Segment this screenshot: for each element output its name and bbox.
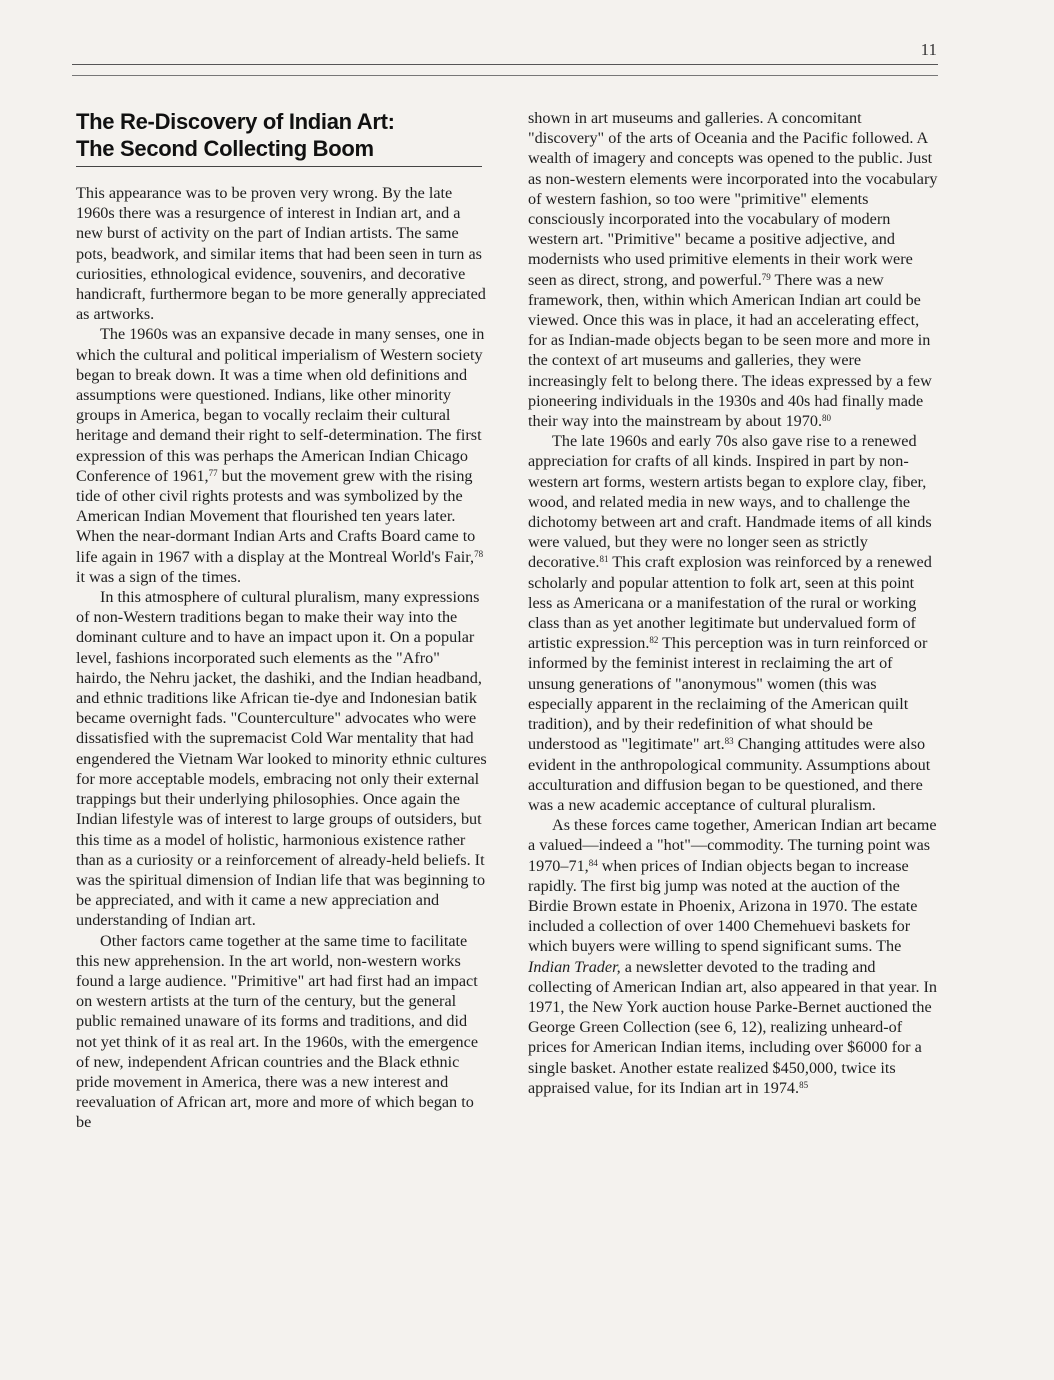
- footnote-ref: 84: [588, 857, 598, 868]
- paragraph: As these forces came together, American Indian art became a valued—indeed a "hot"—commodity. The turning point was 1970–71,84 when prices of Indian objects began to increase rapidly. The first big jump was noted at the auction of the Birdie Brown estate in Phoenix, Arizona in 1970. The estate included a collection of over 1400 Chemehuevi baskets for which buyers were willing to spend significant sums. The Indian Trader, a newsletter devoted to the trading and collecting of American Indian art, also appeared in that year. In 1971, the New York auction house Parke-Bernet auctioned the George Green Collection (see 6, 12), realizing unheard-of prices for American Indian items, including over $6000 for a single basket. Another estate realized $450,000, twice its appraised value, for its Indian art in 1974.85: [528, 816, 938, 1097]
- section-title: [76, 108, 482, 167]
- paragraph: shown in art museums and galleries. A concomitant "discovery" of the arts of Oceania and the Pacific followed. A wealth of imagery and concepts was opened to the public. Just as non-western elements were incorporated into the vocabulary of western fashion, so too were "primitive" elements consciously incorporated into the vocabulary of modern western art. "Primitive" became a positive adjective, and modernists who used primitive elements in their work were seen as direct, strong, and powerful.$^{79}$ There was a new framework, then, within which American Indian art could be viewed. Once this was in place, it had an accelerating effect, for as Indian-made objects began to be seen more and more in the context of art museums and galleries, they were increasingly felt to belong there. The ideas expressed by a few pioneering individuals in the 1930s and 40s had finally made their way into the mainstream by about 1970.80: [528, 109, 938, 431]
- paragraph: Other factors came together at the same time to facilitate this new apprehension. In the art world, non-western works found a large audience. "Primitive" art had first had an impact on western artists at the turn of the century, but the general public remained unaware of its forms and traditions, and did not yet think of it as real art. In the 1960s, with the emergence of new, independent African countries and the Black ethnic pride movement in America, there was a new interest and reevaluation of African art, more and more of which began to be: [76, 931, 479, 1132]
- footnote-ref: 83: [724, 736, 734, 747]
- page-number: 11: [920, 40, 937, 59]
- section-title-line-1: The Re-Discovery of Indian Art:: [76, 109, 395, 134]
- right-column: [528, 108, 940, 1098]
- footnote-ref: 78: [474, 548, 484, 559]
- paragraph: In this atmosphere of cultural pluralism, many expressions of non-Western traditions began to make their way into the dominant culture and to have an impact upon it. On a popular level, fashions incorporated such elements as the "Afro" hairdo, the Nehru jacket, the dashiki, and the Indian headband, and ethnic traditions like African tie-dye and Indonesian batik became overnight fads. "Counterculture" advocates who were dissatisfied with the supremacist Cold War mentality that had engendered the Vietnam War looked to minority ethnic cultures for more acceptable models, embracing not only their external trappings but their underlying philosophies. Once again the Indian lifestyle was of interest to large groups of outsiders, but this time as a model of holistic, harmonious existence rather than as a curiosity or a reinforcement of already-held beliefs. It was the spiritual dimension of Indian life that was beginning to be appreciated, and with it came a new appreciation and understanding of Indian art.: [76, 588, 487, 930]
- section-title-line-2: The Second Collecting Boom: [76, 136, 374, 161]
- header-rule-thin: [72, 75, 938, 76]
- footnote-ref: 81: [599, 554, 609, 565]
- paragraph: The late 1960s and early 70s also gave rise to a renewed appreciation for crafts of all kinds. Inspired in part by non-western art forms, western artists began to explore clay, fiber, wood, and related media in new ways, and to challenge the dichotomy between art and craft. Handmade items of all kinds were valued, but they were no longer seen as strictly decorative.$^{81}$ This craft explosion was reinforced by a renewed scholarly and popular attention to folk art, seen at this point less as Americana or a manifestation of the rural or working class than as yet another legitimate but undervalued form of artistic expression.$^{82}$ This perception was in turn reinforced or informed by the feminist interest in reclaiming the art of unsung generations of "anonymous" women (this was especially apparent in the reclaiming of the American quilt tradition), and by their redefinition of what should be understood as "legitimate" art.$^{83}$ Changing attitudes were also evident in the anthropological community. Assumptions about acculturation and diffusion began to be questioned, and there was a new academic acceptance of cultural pluralism.: [528, 432, 932, 814]
- left-column: [76, 108, 488, 1133]
- header-rule-thick: [72, 64, 938, 65]
- footnote-ref: 79: [761, 271, 771, 282]
- footnote-ref: 77: [208, 467, 218, 478]
- paragraph: This appearance was to be proven very wrong. By the late 1960s there was a resurgence of interest in Indian art, and a new burst of activity on the part of Indian artists. The same pots, beadwork, and similar items that had been seen in turn as curiosities, ethnological evidence, souvenirs, and decorative handicraft, furthermore began to be more generally appreciated as artworks.: [76, 184, 486, 324]
- paragraph: The 1960s was an expansive decade in many senses, one in which the cultural and political imperialism of Western society began to break down. It was a time when old definitions and assumptions were questioned. Indians, like other minority groups in America, began to vocally reclaim their cultural heritage and demand their right to self-determination. The first expression of this was perhaps the American Indian Chicago Conference of 1961,77 but the movement grew with the rising tide of other civil rights protests and was symbolized by the American Indian Movement that flourished ten years later. When the near-dormant Indian Arts and Crafts Board came to life again in 1967 with a display at the Montreal World's Fair,$^{78}$ it was a sign of the times.: [76, 325, 485, 586]
- publication-title: Indian Trader,: [528, 957, 621, 976]
- footnote-ref: 85: [799, 1079, 809, 1090]
- footnote-ref: 82: [649, 635, 659, 646]
- footnote-ref: 80: [822, 413, 832, 424]
